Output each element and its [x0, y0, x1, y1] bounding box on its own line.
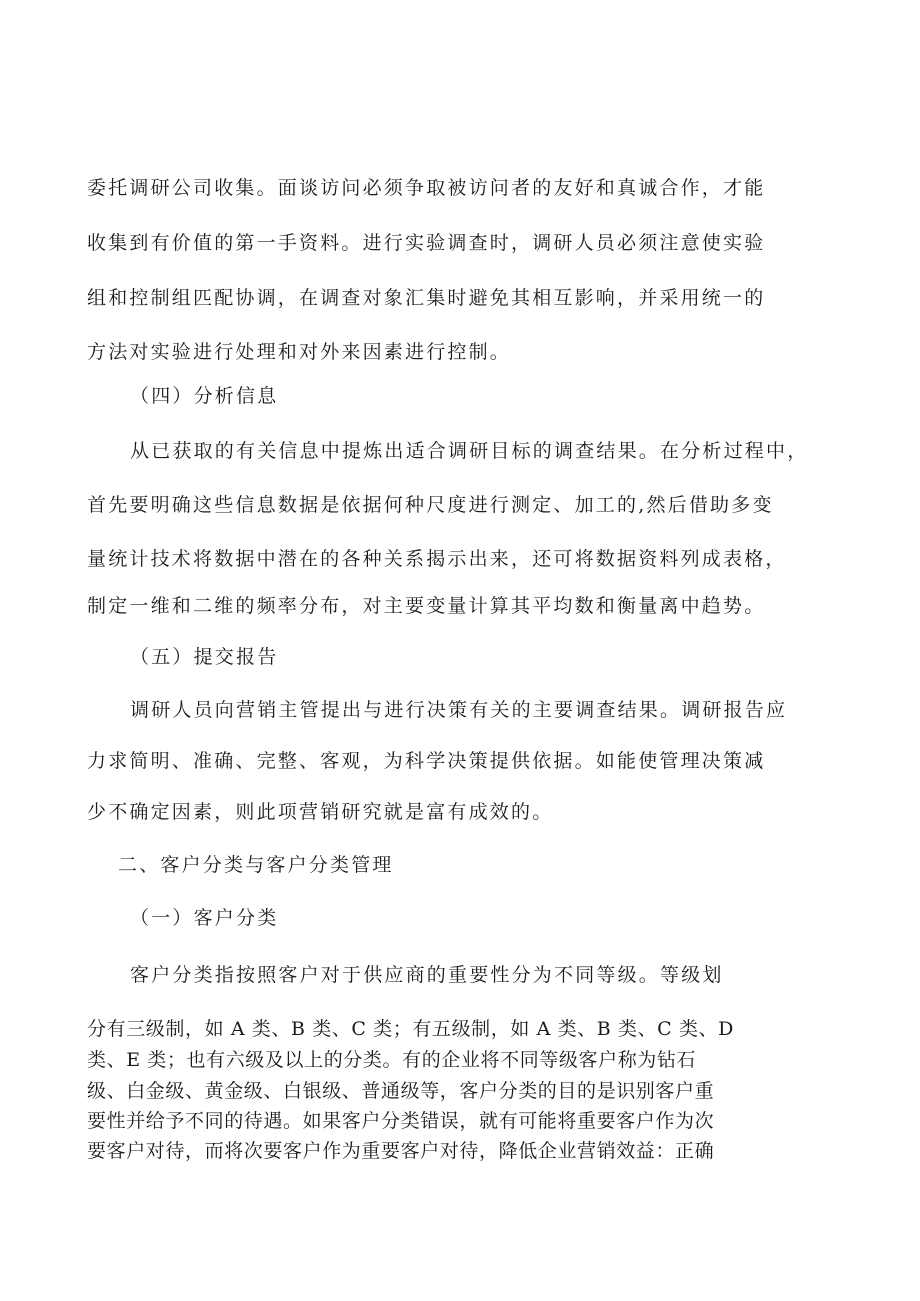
section-heading-report: （五）提交报告	[130, 646, 279, 668]
text-line: 首先要明确这些信息数据是依据何种尺度进行测定、加工的,然后借助多变	[87, 494, 774, 516]
chapter-heading-customer: 二、客户分类与客户分类管理	[118, 854, 394, 876]
text-line: 要性并给予不同的待遇。如果客户分类错误，就有可能将重要客户作为次	[87, 1110, 715, 1132]
section-heading-customer-class: （一）客户分类	[130, 907, 279, 929]
text-line: 少不确定因素，则此项营销研究就是富有成效的。	[87, 801, 554, 823]
text-line: 要客户对待，而将次要客户作为重要客户对待，降低企业营销效益：正确	[87, 1140, 715, 1162]
text-line: 收集到有价值的第一手资料。进行实验调查时，调研人员必须注意使实验	[87, 232, 766, 254]
section-heading-analysis: （四）分析信息	[130, 385, 279, 407]
text-line: 委托调研公司收集。面谈访问必须争取被访问者的友好和真诚合作，才能	[87, 177, 766, 199]
text-line: 调研人员向营销主管提出与进行决策有关的主要调查结果。调研报告应	[130, 699, 788, 721]
text-line: 类、E 类；也有六级及以上的分类。有的企业将不同等级客户称为钻石	[87, 1049, 697, 1071]
text-line: 客户分类指按照客户对于供应商的重要性分为不同等级。等级划	[130, 964, 724, 986]
text-line: 从已获取的有关信息中提炼出适合调研目标的调查结果。在分析过程中，	[130, 440, 809, 462]
text-line: 方法对实验进行处理和对外来因素进行控制。	[87, 341, 512, 363]
text-line: 力求简明、准确、完整、客观，为科学决策提供依据。如能使管理决策减	[87, 750, 766, 772]
text-line: 组和控制组匹配协调，在调查对象汇集时避免其相互影响，并采用统一的	[87, 287, 766, 309]
text-line: 量统计技术将数据中潜在的各种关系揭示出来，还可将数据资料列成表格，	[87, 548, 787, 570]
text-line: 制定一维和二维的频率分布，对主要变量计算其平均数和衡量离中趋势。	[87, 595, 766, 617]
text-line: 分有三级制，如 A 类、B 类、C 类；有五级制，如 A 类、B 类、C 类、D	[87, 1018, 734, 1040]
text-line: 级、白金级、黄金级、白银级、普通级等，客户分类的目的是识别客户重	[87, 1080, 715, 1102]
